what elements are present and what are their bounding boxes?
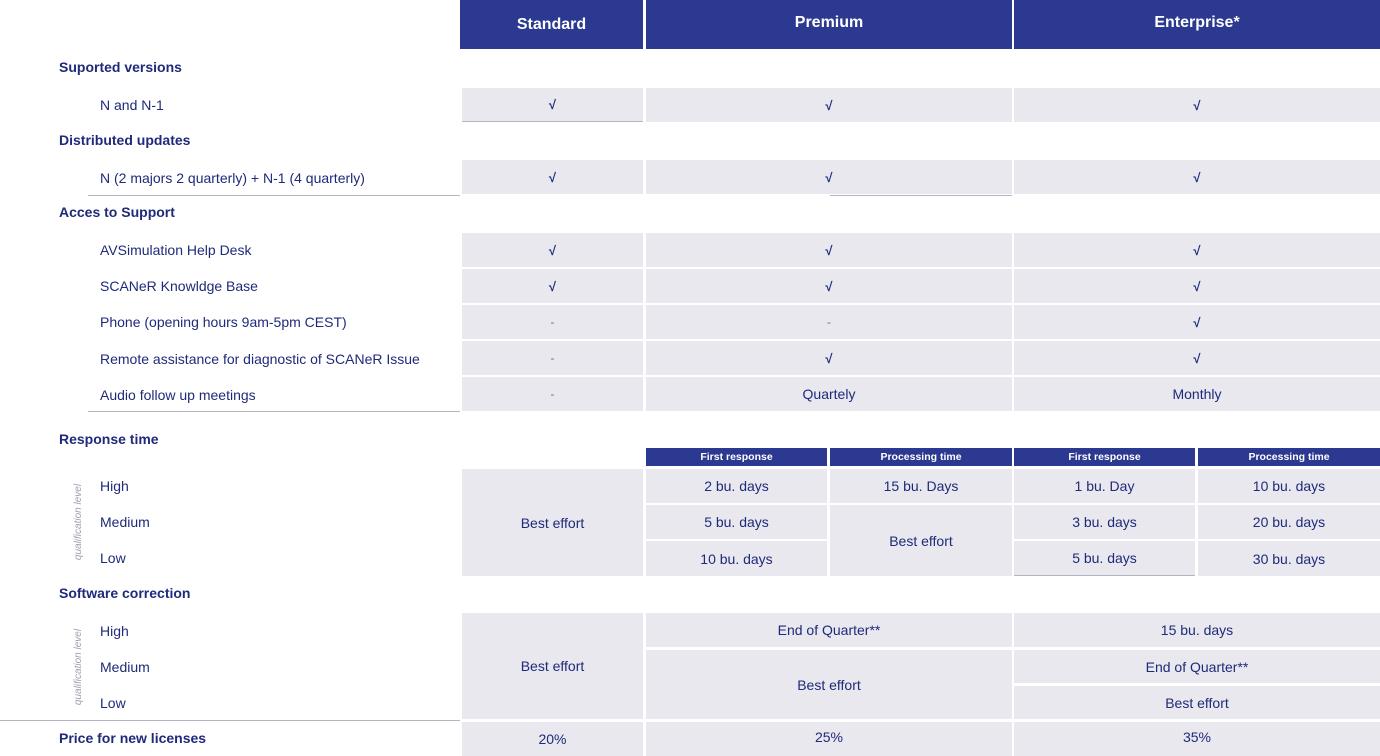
cell-enterprise-correction-high: 15 bu. days (1014, 613, 1380, 647)
cell-enterprise-updates (1014, 160, 1380, 194)
cell-premium-remote (646, 341, 1012, 375)
section-access-support: Acces to Support (59, 204, 175, 220)
divider (88, 195, 460, 196)
dash: - (550, 387, 555, 401)
level-high: High (100, 623, 129, 639)
level-medium: Medium (100, 659, 150, 675)
cell-enterprise-knowledge-base (1014, 269, 1380, 303)
cell-enterprise-price: 35% (1014, 722, 1380, 756)
header-standard: Standard (460, 0, 643, 49)
cell-premium-price: 25% (646, 722, 1012, 756)
cell-premium-n-n1 (646, 88, 1012, 122)
cell-standard-help-desk (462, 233, 643, 267)
cell-premium-processing-rest: Best effort (830, 505, 1012, 576)
check-icon: √ (825, 278, 833, 294)
section-price: Price for new licenses (59, 730, 207, 746)
cell-standard-remote (462, 341, 643, 375)
cell-enterprise-correction-low: Best effort (1014, 686, 1380, 719)
level-medium: Medium (100, 514, 150, 530)
cell-enterprise-correction-medium: End of Quarter** (1014, 650, 1380, 683)
row-label-knowledge-base: SCANeR Knowldge Base (100, 278, 258, 294)
check-icon: √ (825, 242, 833, 258)
cell-premium-first-high: 2 bu. days (646, 469, 827, 503)
divider (830, 195, 1012, 196)
row-label-help-desk: AVSimulation Help Desk (100, 242, 252, 258)
row-label-audio: Audio follow up meetings (100, 387, 256, 403)
check-icon: √ (1193, 314, 1201, 330)
header-enterprise: Enterprise* (1014, 0, 1380, 49)
qualification-level-label: qualification level (72, 483, 84, 561)
check-icon: √ (1193, 97, 1201, 113)
cell-premium-audio: Quartely (646, 377, 1012, 411)
cell-enterprise-processing-high: 10 bu. days (1198, 469, 1380, 503)
cell-standard-updates (462, 160, 643, 194)
level-low: Low (100, 695, 126, 711)
level-high: High (100, 478, 129, 494)
cell-premium-updates (646, 160, 1012, 194)
row-label-n-n1: N and N-1 (100, 97, 164, 113)
cell-enterprise-first-high: 1 bu. Day (1014, 469, 1195, 503)
cell-enterprise-first-medium: 3 bu. days (1014, 505, 1195, 539)
check-icon: √ (548, 97, 557, 112)
cell-enterprise-n-n1 (1014, 88, 1380, 122)
subheader-first-response-enterprise: First response (1014, 448, 1195, 466)
divider (88, 411, 460, 412)
row-label-remote: Remote assistance for diagnostic of SCANeR Issue (100, 351, 420, 367)
subheader-processing-time-enterprise: Processing time (1198, 448, 1380, 466)
cell-premium-correction-rest: Best effort (646, 650, 1012, 719)
section-response-time: Response time (59, 431, 159, 447)
cell-standard-phone (462, 305, 643, 339)
check-icon: √ (825, 97, 833, 113)
level-low: Low (100, 550, 126, 566)
check-icon: √ (548, 278, 557, 294)
cell-premium-processing-high: 15 bu. Days (830, 469, 1012, 503)
cell-premium-phone (646, 305, 1012, 339)
check-icon: √ (548, 169, 557, 185)
cell-premium-knowledge-base (646, 269, 1012, 303)
dash: - (827, 315, 831, 329)
cell-premium-first-low: 10 bu. days (646, 541, 827, 576)
cell-enterprise-help-desk (1014, 233, 1380, 267)
cell-standard-n-n1 (462, 88, 643, 122)
subheader-first-response-premium: First response (646, 448, 827, 466)
check-icon: √ (825, 169, 833, 185)
section-supported-versions: Suported versions (59, 59, 182, 75)
subheader-processing-time-premium: Processing time (830, 448, 1012, 466)
cell-standard-audio (462, 377, 643, 411)
cell-premium-first-medium: 5 bu. days (646, 505, 827, 539)
section-software-correction: Software correction (59, 585, 191, 601)
cell-premium-correction-high: End of Quarter** (646, 613, 1012, 647)
row-label-updates: N (2 majors 2 quarterly) + N-1 (4 quarterly) (100, 170, 365, 186)
dash: - (550, 315, 555, 329)
cell-enterprise-audio: Monthly (1014, 377, 1380, 411)
check-icon: √ (1193, 169, 1201, 185)
section-distributed-updates: Distributed updates (59, 132, 191, 148)
cell-standard-price: 20% (462, 722, 643, 756)
check-icon: √ (1193, 278, 1201, 294)
cell-enterprise-processing-low: 30 bu. days (1198, 541, 1380, 576)
cell-enterprise-phone (1014, 305, 1380, 339)
cell-standard-correction: Best effort (462, 613, 643, 719)
cell-standard-knowledge-base (462, 269, 643, 303)
header-premium: Premium (646, 0, 1012, 49)
dash: - (550, 351, 555, 365)
check-icon: √ (1193, 242, 1201, 258)
cell-enterprise-remote (1014, 341, 1380, 375)
cell-standard-response: Best effort (462, 469, 643, 576)
qualification-level-label: qualification level (72, 628, 84, 706)
cell-enterprise-processing-medium: 20 bu. days (1198, 505, 1380, 539)
check-icon: √ (548, 242, 557, 258)
check-icon: √ (825, 350, 833, 366)
cell-premium-help-desk (646, 233, 1012, 267)
check-icon: √ (1193, 350, 1201, 366)
cell-enterprise-first-low: 5 bu. days (1014, 541, 1195, 576)
divider (0, 720, 460, 721)
row-label-phone: Phone (opening hours 9am-5pm CEST) (100, 314, 347, 330)
